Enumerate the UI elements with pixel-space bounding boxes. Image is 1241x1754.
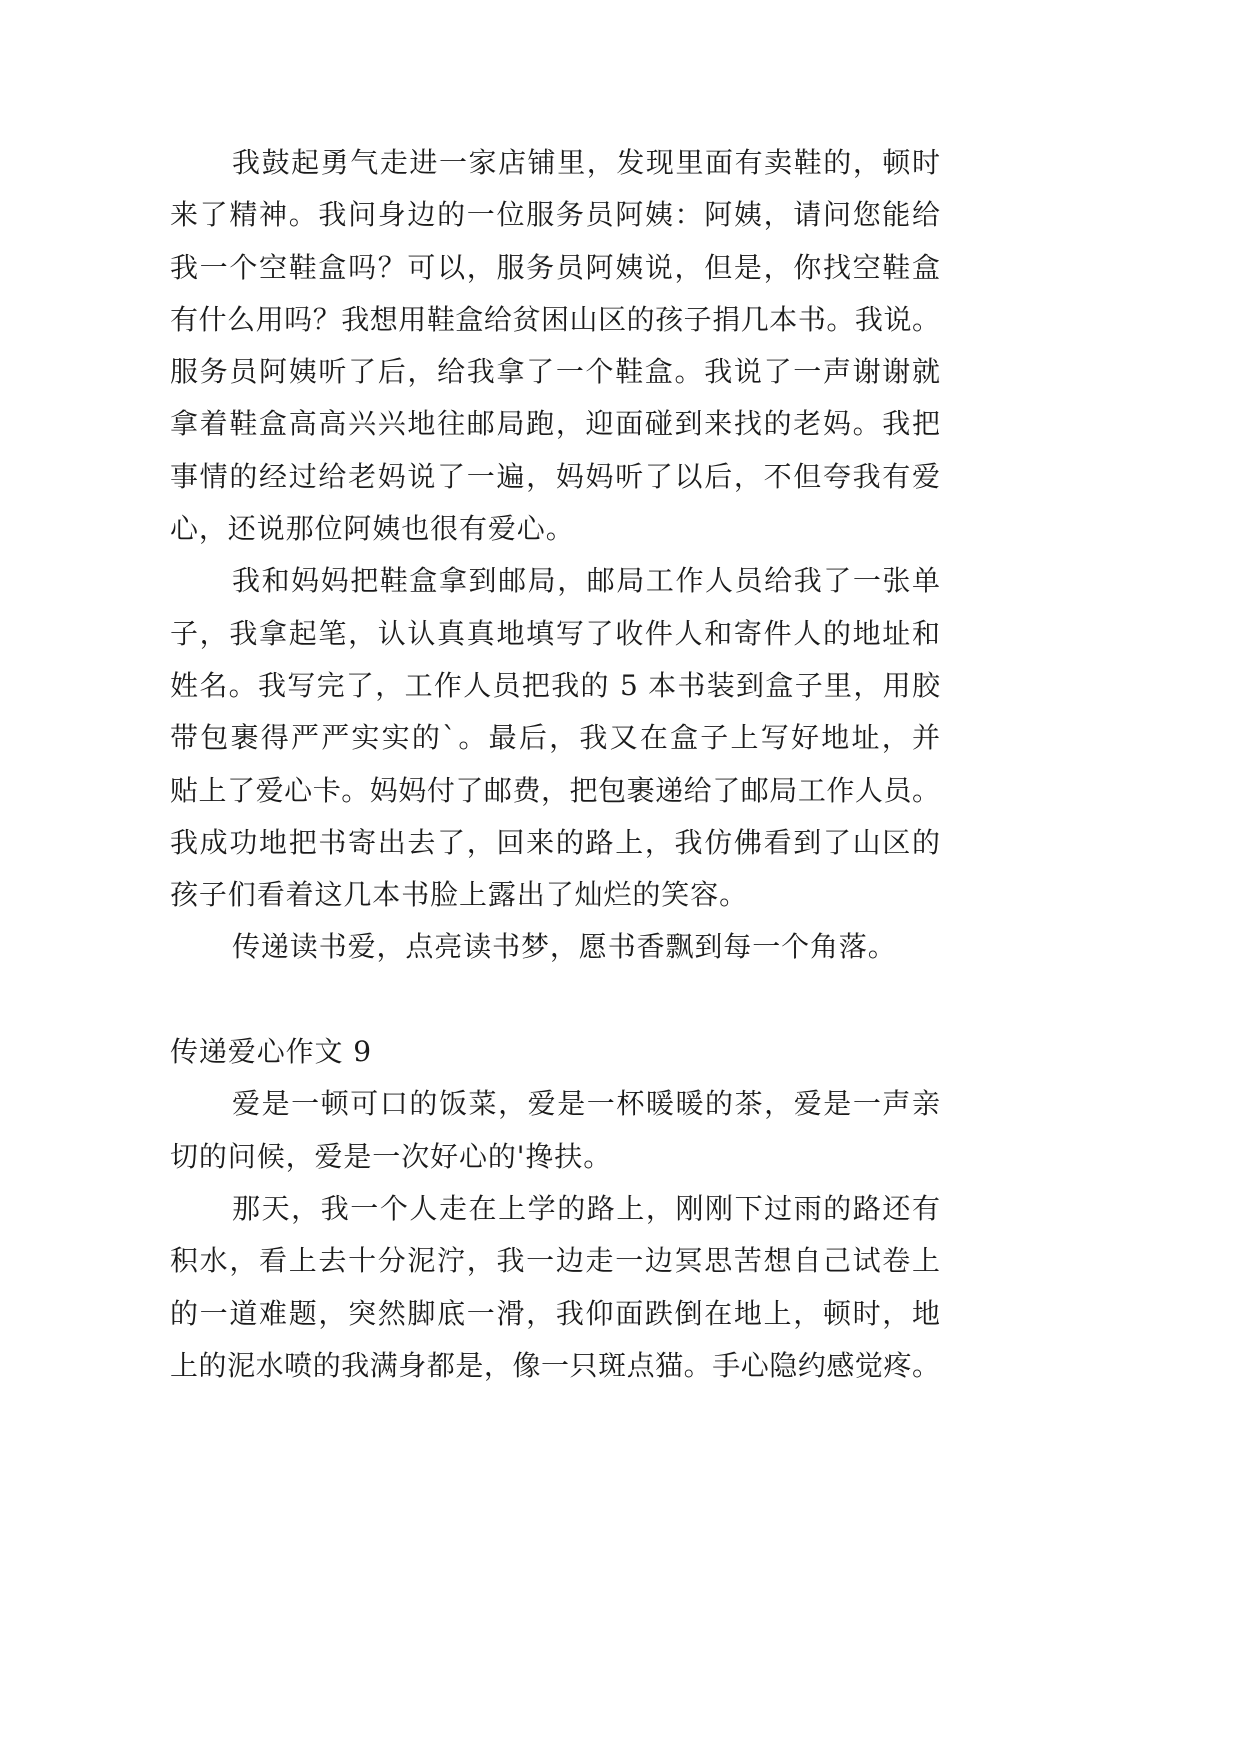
text-line: 我鼓起勇气走进一家店铺里，发现里面有卖鞋的，顿时: [232, 146, 940, 179]
text-line: 的一道难题，突然脚底一滑，我仰面跌倒在地上，顿时，地: [170, 1296, 940, 1330]
blank-line: [170, 974, 940, 1026]
text-line: 积水，看上去十分泥泞，我一边走一边冥思苦想自己试卷上: [170, 1244, 940, 1278]
text-line: 心，还说那位阿姨也很有爱心。: [170, 512, 575, 546]
text-line: 带包裹得严严实实的`。最后，我又在盒子上写好地址，并: [170, 721, 940, 755]
paragraph: [170, 137, 940, 555]
text-line: 事情的经过给老妈说了一遍，妈妈听了以后，不但夸我有爱: [170, 459, 940, 493]
document-body: [170, 137, 940, 1392]
text-line: 孩子们看着这几本书脸上露出了灿烂的笑容。: [170, 878, 749, 912]
text-line: 我一个空鞋盒吗？可以，服务员阿姨说，但是，你找空鞋盒: [170, 250, 940, 284]
text-line: 有什么用吗？我想用鞋盒给贫困山区的孩子捐几本书。我说。: [170, 302, 940, 336]
text-line: 爱是一顿可口的饭菜，爱是一杯暖暖的茶，爱是一声亲: [232, 1087, 940, 1121]
paragraph: [170, 1078, 940, 1183]
paragraph: [170, 921, 940, 973]
text-line: 我和妈妈把鞋盒拿到邮局，邮局工作人员给我了一张单: [232, 564, 940, 598]
text-line: 服务员阿姨听了后，给我拿了一个鞋盒。我说了一声谢谢就: [170, 355, 940, 389]
text-line: 传递读书爱，点亮读书梦，愿书香飘到每一个角落。: [232, 930, 897, 964]
text-line: 上的泥水喷的我满身都是，像一只斑点猫。手心隐约感觉疼。: [170, 1348, 940, 1382]
text-line: 子，我拿起笔，认认真真地填写了收件人和寄件人的地址和: [170, 616, 940, 650]
text-line: 那天，我一个人走在上学的路上，刚刚下过雨的路还有: [232, 1191, 940, 1225]
text-line: 贴上了爱心卡。妈妈付了邮费，把包裹递给了邮局工作人员。: [170, 773, 940, 807]
text-line: 来了精神。我问身边的一位服务员阿姨：阿姨，请问您能给: [170, 198, 940, 232]
section-heading: 传递爱心作文 9: [170, 1035, 372, 1069]
text-line: 切的问候，爱是一次好心的'搀扶。: [170, 1139, 613, 1173]
paragraph: [170, 1183, 940, 1392]
text-line: 我成功地把书寄出去了，回来的路上，我仿佛看到了山区的: [170, 825, 940, 859]
text-line: 姓名。我写完了，工作人员把我的 5 本书装到盒子里，用胶: [170, 668, 940, 702]
text-line: 拿着鞋盒高高兴兴地往邮局跑，迎面碰到来找的老妈。我把: [170, 407, 940, 441]
paragraph: [170, 555, 940, 921]
